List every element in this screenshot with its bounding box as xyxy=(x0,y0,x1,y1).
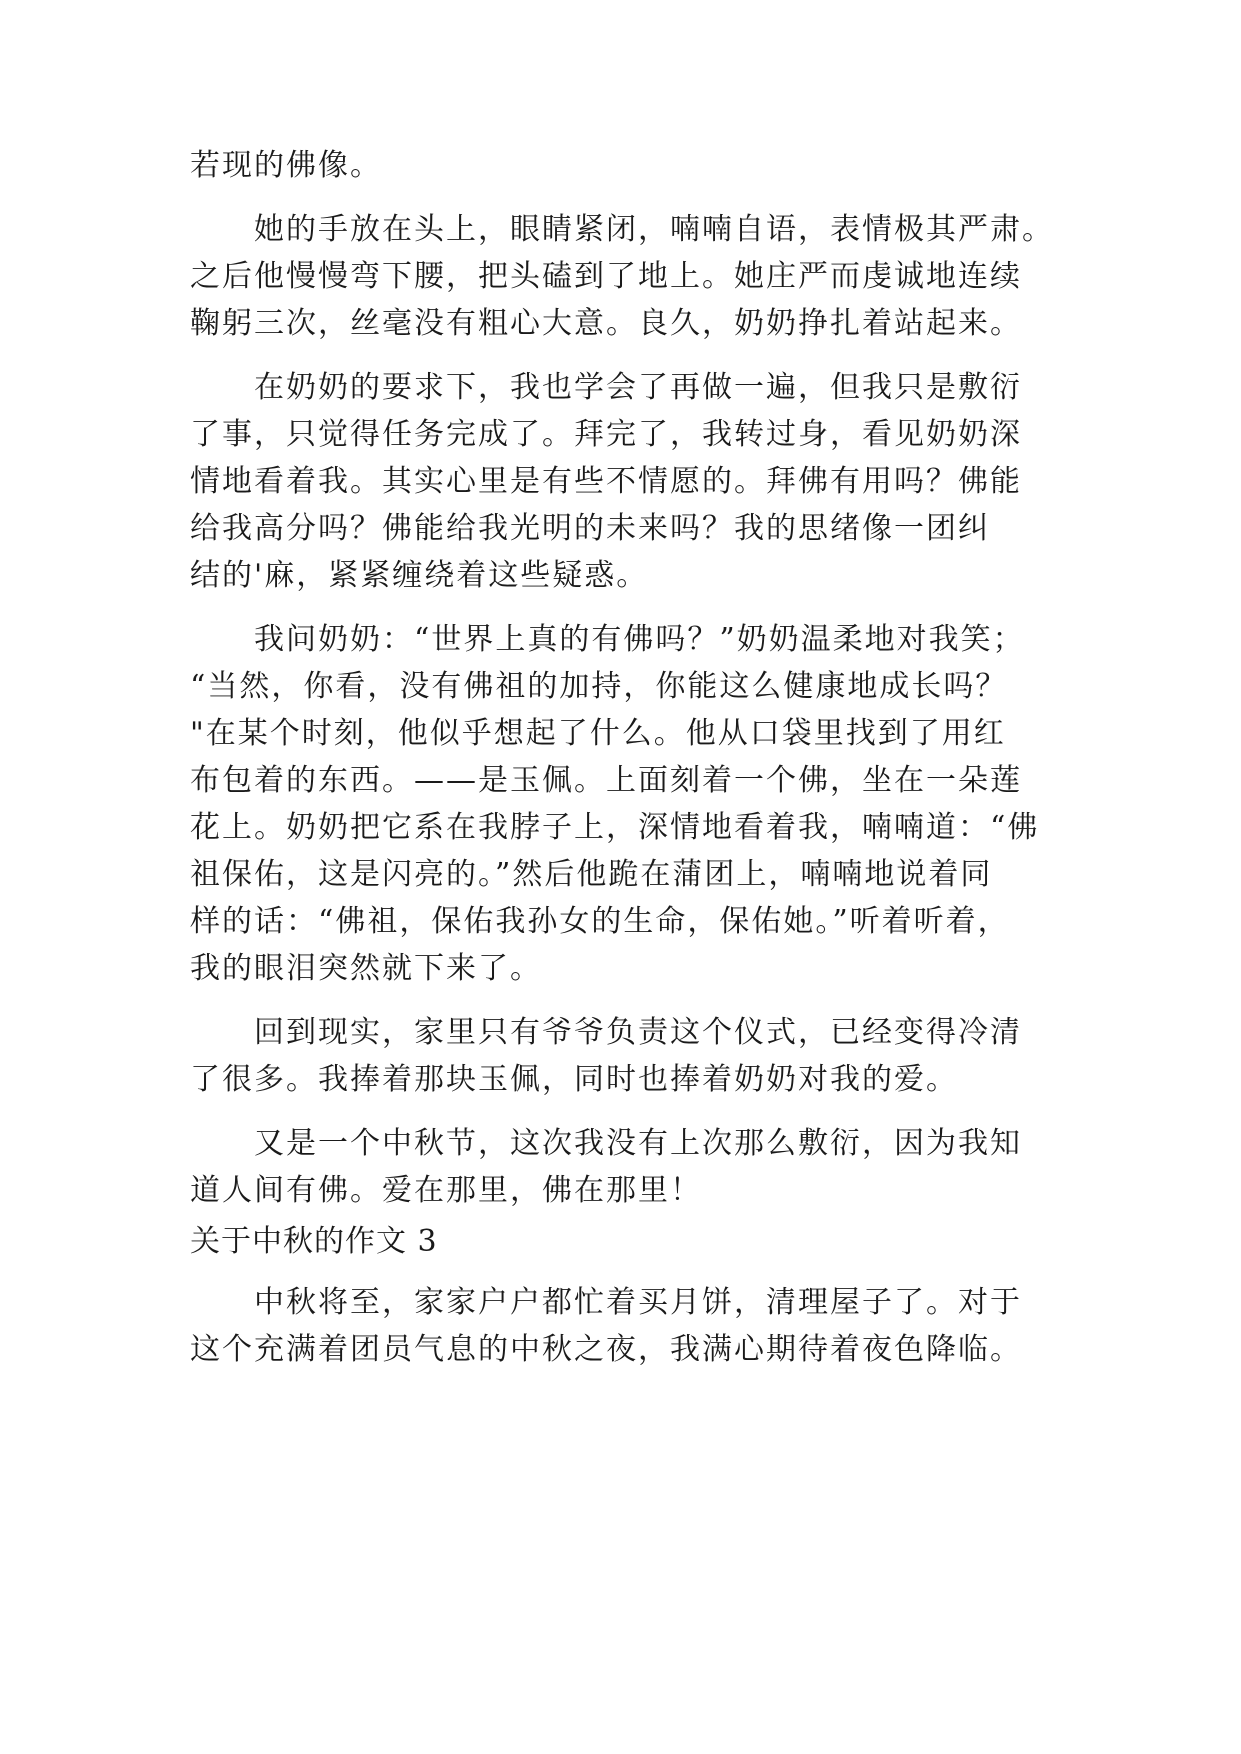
text-line: 情地看着我。其实心里是有些不情愿的。拜佛有用吗？佛能 xyxy=(190,464,1022,499)
text-line: 了很多。我捧着那块玉佩，同时也捧着奶奶对我的爱。 xyxy=(190,1062,958,1097)
text-line: 了事，只觉得任务完成了。拜完了，我转过身，看见奶奶深 xyxy=(190,417,1022,452)
paragraph-first-line: 她的手放在头上，眼睛紧闭，喃喃自语，表情极其严肃。 xyxy=(254,212,1054,247)
paragraph-first-line: 我问奶奶：“世界上真的有佛吗？”奶奶温柔地对我笑； xyxy=(254,622,1025,657)
text-line: 样的话：“佛祖，保佑我孙女的生命，保佑她。”听着听着， xyxy=(190,904,1010,939)
text-line: 祖保佑，这是闪亮的。”然后他跪在蒲团上，喃喃地说着同 xyxy=(190,857,993,892)
text-line: 鞠躬三次，丝毫没有粗心大意。良久，奶奶挣扎着站起来。 xyxy=(190,306,1022,341)
section-heading: 关于中秋的作文 3 xyxy=(190,1224,438,1259)
paragraph-first-line: 又是一个中秋节，这次我没有上次那么敷衍，因为我知 xyxy=(254,1126,1022,1161)
text-line: 这个充满着团员气息的中秋之夜，我满心期待着夜色降临。 xyxy=(190,1332,1022,1367)
paragraph-first-line: 中秋将至，家家户户都忙着买月饼，清理屋子了。对于 xyxy=(254,1285,1022,1320)
text-line: 之后他慢慢弯下腰，把头磕到了地上。她庄严而虔诚地连续 xyxy=(190,259,1022,294)
text-line: 道人间有佛。爱在那里，佛在那里！ xyxy=(190,1173,702,1208)
text-line: "在某个时刻，他似乎想起了什么。他从口袋里找到了用红 xyxy=(190,716,1006,751)
text-line: 花上。奶奶把它系在我脖子上，深情地看着我，喃喃道：“佛 xyxy=(190,810,1040,845)
text-line: “当然，你看，没有佛祖的加持，你能这么健康地成长吗？ xyxy=(190,669,1008,704)
paragraph-first-line: 回到现实，家里只有爷爷负责这个仪式，已经变得冷清 xyxy=(254,1015,1022,1050)
paragraph-first-line: 在奶奶的要求下，我也学会了再做一遍，但我只是敷衍 xyxy=(254,370,1022,405)
text-line: 若现的佛像。 xyxy=(190,148,382,183)
text-line: 给我高分吗？佛能给我光明的未来吗？我的思绪像一团纠 xyxy=(190,511,990,546)
text-line: 布包着的东西。——是玉佩。上面刻着一个佛，坐在一朵莲 xyxy=(190,763,1022,798)
text-line: 结的'麻，紧紧缠绕着这些疑惑。 xyxy=(190,558,649,593)
text-line: 我的眼泪突然就下来了。 xyxy=(190,951,542,986)
